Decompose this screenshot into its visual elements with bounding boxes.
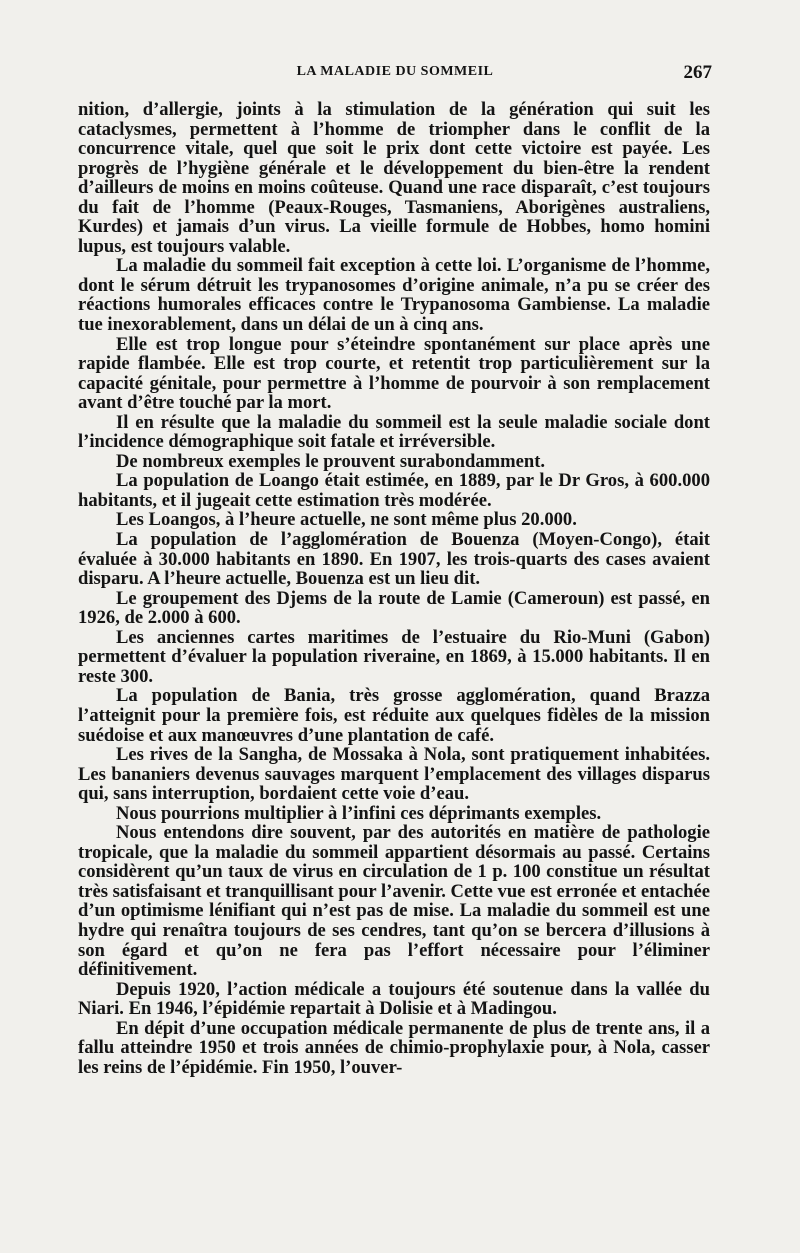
paragraph-12: Les rives de la Sangha, de Mossaka à Nola, sont pratiquement inhabitées. Les bananiers devenus sauvages marquent l’emplacement des villages disparus qui, sans interruption, bordaient cette voie d’eau. (78, 744, 710, 805)
paragraph-14: Nous entendons dire souvent, par des autorités en matière de pathologie tropicale, que la maladie du sommeil appartient désormais au passé. Certains considèrent qu’un taux de virus en circulation de 1 p. 100 constitue un résultat très satisfaisant et tranquillisant pour l’avenir. Cette vue est erronée et entachée d’un optimisme lénifiant qui n’est pas de mise. La maladie du sommeil est une hydre qui renaîtra toujours de ses cendres, tant qu’on se bercera d’illusions à son égard et qu’on ne fera pas l’effort nécessaire pour l’éliminer définitivement. (78, 822, 710, 981)
paragraph-2: La maladie du sommeil fait exception à cette loi. L’organisme de l’homme, dont le sérum détruit les trypanosomes d’origine animale, n’a pu se créer des réactions humorales efficaces contre le Trypanosoma Gambiense. La maladie tue inexorablement, dans un délai de un à cinq ans. (78, 255, 710, 336)
paragraph-11: La population de Bania, très grosse agglomération, quand Brazza l’atteignit pour la première fois, est réduite aux quelques fidèles de la mission suédoise et aux manœuvres d’une plantation de café. (78, 685, 710, 746)
page-header (78, 62, 712, 86)
paragraph-10: Les anciennes cartes maritimes de l’estuaire du Rio-Muni (Gabon) permettent d’évaluer la population riveraine, en 1869, à 15.000 habitants. Il en reste 300. (78, 626, 710, 687)
page-number: 267 (683, 62, 712, 83)
paragraph-1: nition, d’allergie, joints à la stimulation de la génération qui suit les cataclysmes, permettent à l’homme de triompher dans le conflit de la concurrence vitale, quel que soit le prix dont cette victoire est payée. Les progrès de l’hygiène générale et le développement du bien-être la rendent d’ailleurs de moins en moins coûteuse. Quand une race disparaît, c’est toujours du fait de l’homme (Peaux-Rouges, Tasmaniens, Aborigènes australiens, Kurdes) et jamais d’un virus. La vieille formule de Hobbes, homo homini lupus, est toujours valable. (78, 99, 710, 257)
paragraph-5: De nombreux exemples le prouvent surabondamment. (116, 450, 546, 472)
paragraph-16: En dépit d’une occupation médicale permanente de plus de trente ans, il a fallu atteindre 1950 et trois années de chimio-prophylaxie pour, à Nola, casser les reins de l’épidémie. Fin 1950, l’ouver- (78, 1017, 710, 1078)
paragraph-13: Nous pourrions multiplier à l’infini ces déprimants exemples. (116, 802, 602, 824)
running-title: LA MALADIE DU SOMMEIL (296, 64, 494, 79)
paragraph-8: La population de l’agglomération de Bouenza (Moyen-Congo), était évaluée à 30.000 habitants en 1890. En 1907, les trois-quarts des cases avaient disparu. A l’heure actuelle, Bouenza est un lieu dit. (78, 529, 710, 590)
paragraph-6: La population de Loango était estimée, en 1889, par le Dr Gros, à 600.000 habitants, et il jugeait cette estimation très modérée. (78, 470, 710, 511)
body-text (78, 100, 710, 1077)
paragraph-15: Depuis 1920, l’action médicale a toujours été soutenue dans la vallée du Niari. En 1946, l’épidémie repartait à Dolisie et à Madingou. (78, 978, 710, 1020)
paragraph-7: Les Loangos, à l’heure actuelle, ne sont même plus 20.000. (116, 509, 577, 531)
paragraph-4: Il en résulte que la maladie du sommeil est la seule maladie sociale dont l’incidence démographique soit fatale et irréversible. (78, 411, 710, 453)
paragraph-9: Le groupement des Djems de la route de Lamie (Cameroun) est passé, en 1926, de 2.000 à 600. (78, 587, 710, 629)
paragraph-3: Elle est trop longue pour s’éteindre spontanément sur place après une rapide flambée. Elle est trop courte, et retentit trop particulièrement sur la capacité génitale, pour permettre à l’homme de pourvoir à son remplacement avant d’être touché par la mort. (78, 333, 710, 414)
